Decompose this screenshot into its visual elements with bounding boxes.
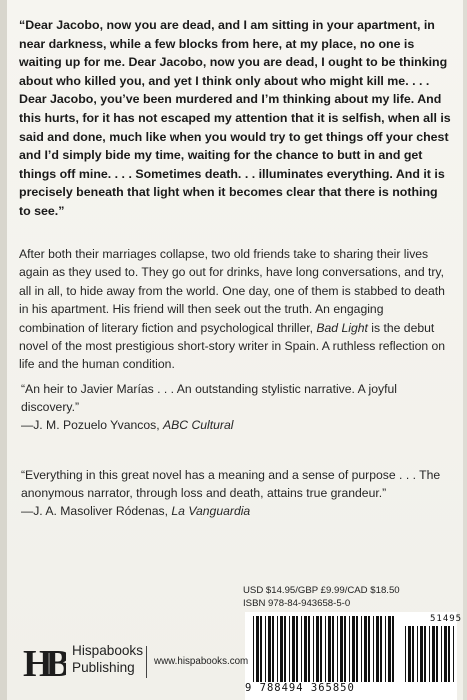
barcode-bar (436, 626, 438, 682)
barcode-bar (340, 616, 343, 682)
barcode-bar (352, 616, 355, 682)
barcode-bar (424, 626, 426, 682)
barcode-bar (368, 616, 370, 682)
barcode-bar (308, 616, 310, 682)
barcode-bar (453, 626, 454, 682)
barcode-bar (272, 616, 274, 682)
review-publication: ABC Cultural (163, 418, 234, 433)
barcode-bar (313, 616, 314, 682)
barcode-bar (448, 626, 450, 682)
opening-quote: “Dear Jacobo, now you are dead, and I am sitting in your apartment, in near darkness, while a few blocks from here, at my place, no one is waiting up for me. Dear Jacobo, now you are dead, I ought to be thinking about who killed you, and yet I think only about who might kill me. . . . Dear Jacobo, you’ve been murdered and I’m thinking about my life. And this hurts, for it has not escaped my attention that it is selfish, when all is said and done, much like when you would try to get things off your chest and I’d simply bide my time, waiting for the chance to butt in and get things off mine. . . . Sometimes death. . . illuminates everything. And it is precisely beneath that light when it becomes clear that there is nothing to see.” (19, 18, 451, 218)
barcode-bar (332, 616, 334, 682)
barcode-bar (280, 616, 283, 682)
barcode-bar (256, 616, 259, 682)
barcode-bar (328, 616, 331, 682)
description-part-2: is the debut novel of the most prestigious short-story writer in Spain. A ruthless reflection on life and the human condition. (19, 320, 446, 372)
review-source (21, 502, 451, 520)
review-author: —J. M. Pozuelo Yvancos, (21, 418, 164, 433)
publisher-url: www.hispabooks.com (154, 656, 249, 667)
book-description (19, 245, 451, 374)
barcode-bar (325, 616, 326, 682)
barcode-bar (337, 616, 338, 682)
review-publication: La Vanguardia (171, 504, 251, 519)
barcode-bar (253, 616, 254, 682)
barcode-bar (316, 616, 319, 682)
review-quote: “An heir to Javier Marías . . . An outstanding stylistic narrative. A joyful discovery.” (21, 382, 397, 415)
barcode-bar (361, 616, 362, 682)
barcode-bar (408, 626, 411, 682)
barcode (245, 612, 463, 700)
review-2 (21, 466, 451, 521)
barcode-bar (444, 626, 447, 682)
publisher-block (22, 640, 249, 684)
barcode-bar (412, 626, 414, 682)
barcode-bar (432, 626, 435, 682)
barcode-bar (268, 616, 271, 682)
barcode-bar (380, 616, 382, 682)
barcode-bar (349, 616, 350, 682)
publisher-logo-letters: HB (23, 643, 64, 684)
barcode-bar (292, 616, 295, 682)
barcode-bar (420, 626, 423, 682)
barcode-addon-number: 51495 (430, 614, 463, 624)
barcode-number: 9 788494 365850 (245, 682, 355, 694)
barcode-bar (277, 616, 278, 682)
description-part-1: After both their marriages collapse, two old friends take to sharing their lives again as they used to. They go out for drinks, have long conversations, and try, all in all, to hide away from the world. One day, one of them is stabbed to death in his apartment. His friend will then seek out the truth. An engaging combination of literary fiction and psychological thriller, (19, 247, 445, 335)
barcode-bar (356, 616, 358, 682)
publisher-name (72, 643, 152, 676)
price-line: USD $14.95/GBP £9.99/CAD $18.50 (243, 585, 400, 596)
review-source (21, 416, 451, 434)
cover-edge-left (0, 0, 7, 700)
barcode-bar (260, 616, 262, 682)
barcode-bar (417, 626, 418, 682)
barcode-bar (429, 626, 430, 682)
barcode-bar (405, 626, 406, 682)
publisher-name-line-2: Publishing (72, 659, 135, 675)
barcode-bar (320, 616, 322, 682)
barcode-bar (392, 616, 394, 682)
price-info (243, 585, 457, 610)
barcode-bar (301, 616, 302, 682)
barcode-bar (441, 626, 442, 682)
cover-edge-right (463, 0, 467, 700)
review-1 (21, 380, 451, 435)
barcode-bar (289, 616, 290, 682)
publisher-divider (146, 646, 147, 678)
barcode-bar (376, 616, 379, 682)
barcode-bar (304, 616, 307, 682)
barcode-bar (284, 616, 286, 682)
review-quote: “Everything in this great novel has a meaning and a sense of purpose . . . The anonymous narrator, through loss and death, attains true grandeur.” (21, 468, 441, 501)
barcode-bar (388, 616, 391, 682)
barcode-bar (385, 616, 386, 682)
book-title: Bad Light (316, 320, 368, 335)
isbn-line: ISBN 978-84-943658-5-0 (243, 597, 351, 609)
barcode-bar (344, 616, 346, 682)
publisher-logo (22, 640, 66, 684)
publisher-name-line-1: Hispabooks (72, 643, 144, 658)
barcode-bar (373, 616, 374, 682)
barcode-bar (296, 616, 298, 682)
barcode-bar (265, 616, 266, 682)
barcode-bar (364, 616, 367, 682)
review-author: —J. A. Masoliver Ródenas, (21, 504, 172, 519)
